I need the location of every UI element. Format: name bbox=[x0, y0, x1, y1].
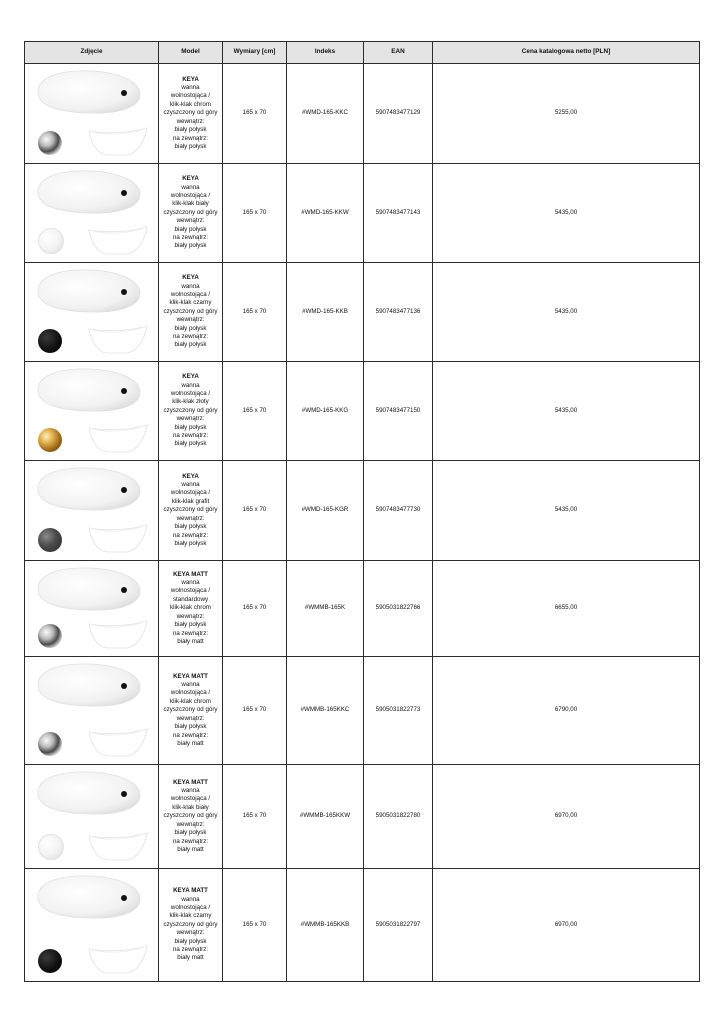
model-description-line: biały połysk bbox=[174, 126, 207, 134]
model-description-line: wewnątrz: bbox=[176, 117, 205, 125]
model-description-line: czyszczony od góry bbox=[163, 208, 218, 216]
model-name: KEYA bbox=[182, 274, 199, 282]
model-description-line: wanna bbox=[181, 481, 200, 489]
price-cell: 5435,00 bbox=[433, 164, 700, 263]
model-description-line: na zewnątrz: bbox=[172, 134, 209, 142]
product-photo bbox=[25, 657, 158, 764]
model-description-line: na zewnątrz: bbox=[172, 629, 209, 637]
drain-dot bbox=[121, 90, 127, 96]
model-description-line: wanna bbox=[181, 183, 200, 191]
product-table bbox=[24, 41, 700, 982]
table-row bbox=[25, 657, 700, 765]
dimensions-cell: 165 x 70 bbox=[223, 869, 287, 982]
finish-swatch-chrome bbox=[38, 624, 62, 648]
model-description-line: wewnątrz: bbox=[176, 612, 205, 620]
model-description-line: wanna bbox=[181, 787, 200, 795]
header-dimensions: Wymiary [cm] bbox=[223, 42, 287, 64]
product-photo bbox=[25, 561, 158, 656]
header-ean: EAN bbox=[364, 42, 433, 64]
bathtub-side-view-image bbox=[87, 620, 149, 650]
model-cell bbox=[159, 362, 223, 461]
model-cell bbox=[159, 657, 223, 765]
index-cell: #WMD-165-KGR bbox=[287, 461, 364, 561]
model-name: KEYA MATT bbox=[173, 887, 208, 895]
model-description-line: klik-klak chrom bbox=[170, 697, 211, 705]
model-cell bbox=[159, 765, 223, 869]
photo-cell bbox=[25, 263, 159, 362]
index-cell: #WMD-165-KKB bbox=[287, 263, 364, 362]
ean-cell: 5907483477730 bbox=[364, 461, 433, 561]
table-row bbox=[25, 461, 700, 561]
model-description-line: wolnostojąca / bbox=[170, 92, 211, 100]
table-row bbox=[25, 869, 700, 982]
product-photo bbox=[25, 362, 158, 460]
index-cell: #WMMB-165KKB bbox=[287, 869, 364, 982]
header-photo: Zdjęcie bbox=[25, 42, 159, 64]
bathtub-side-view-image bbox=[87, 832, 149, 862]
model-description-line: czyszczony od góry bbox=[163, 812, 218, 820]
bathtub-top-view-image bbox=[32, 465, 144, 513]
model-name: KEYA bbox=[182, 75, 199, 83]
price-cell: 5435,00 bbox=[433, 461, 700, 561]
photo-cell bbox=[25, 657, 159, 765]
table-header-row bbox=[25, 42, 700, 64]
finish-swatch-chrome bbox=[38, 732, 62, 756]
model-description-line: wewnątrz: bbox=[176, 820, 205, 828]
model-description-line: wewnątrz: bbox=[176, 316, 205, 324]
model-description-line: biały połysk bbox=[174, 142, 207, 150]
drain-dot bbox=[121, 289, 127, 295]
model-description-line: klik-klak grafit bbox=[171, 497, 210, 505]
model-name: KEYA MATT bbox=[173, 672, 208, 680]
model-description-line: czyszczony od góry bbox=[163, 920, 218, 928]
model-description-line: na zewnątrz: bbox=[172, 731, 209, 739]
model-description-line: wanna bbox=[181, 895, 200, 903]
finish-swatch-black bbox=[38, 949, 62, 973]
table-row bbox=[25, 64, 700, 164]
ean-cell: 5907483477129 bbox=[364, 64, 433, 164]
price-cell: 5435,00 bbox=[433, 362, 700, 461]
drain-dot bbox=[121, 791, 127, 797]
model-description-line: wanna bbox=[181, 579, 200, 587]
dimensions-cell: 165 x 70 bbox=[223, 362, 287, 461]
drain-dot bbox=[121, 487, 127, 493]
model-description-line: wanna bbox=[181, 282, 200, 290]
dimensions-cell: 165 x 70 bbox=[223, 765, 287, 869]
model-description-line: wolnostojąca / bbox=[170, 489, 211, 497]
finish-swatch-gold bbox=[38, 428, 62, 452]
drain-dot bbox=[121, 587, 127, 593]
photo-cell bbox=[25, 561, 159, 657]
model-description-line: wewnątrz: bbox=[176, 415, 205, 423]
dimensions-cell: 165 x 70 bbox=[223, 164, 287, 263]
model-description-line: czyszczony od góry bbox=[163, 307, 218, 315]
dimensions-cell: 165 x 70 bbox=[223, 64, 287, 164]
model-description-line: wewnątrz: bbox=[176, 929, 205, 937]
model-description-line: biały połysk bbox=[174, 523, 207, 531]
model-description-line: wewnątrz: bbox=[176, 217, 205, 225]
bathtub-side-view-image bbox=[87, 226, 149, 256]
drain-dot bbox=[121, 388, 127, 394]
model-description-line: na zewnątrz: bbox=[172, 837, 209, 845]
price-cell: 6655,00 bbox=[433, 561, 700, 657]
product-photo bbox=[25, 164, 158, 262]
model-description-line: na zewnątrz: bbox=[172, 531, 209, 539]
ean-cell: 5905031822766 bbox=[364, 561, 433, 657]
model-description-line: klik-klak chrom bbox=[170, 100, 211, 108]
bathtub-top-view-image bbox=[32, 68, 144, 116]
bathtub-side-view-image bbox=[87, 325, 149, 355]
bathtub-side-view-image bbox=[87, 424, 149, 454]
bathtub-top-view-image bbox=[32, 366, 144, 414]
finish-swatch-graphite bbox=[38, 528, 62, 552]
table-row bbox=[25, 263, 700, 362]
model-description-line: czyszczony od góry bbox=[163, 406, 218, 414]
drain-dot bbox=[121, 683, 127, 689]
index-cell: #WMD-165-KKC bbox=[287, 64, 364, 164]
model-description-line: biały połysk bbox=[174, 242, 207, 250]
model-description-line: biały matt bbox=[177, 954, 204, 962]
model-name: KEYA bbox=[182, 472, 199, 480]
dimensions-cell: 165 x 70 bbox=[223, 263, 287, 362]
model-description-line: wolnostojąca / bbox=[170, 290, 211, 298]
dimensions-cell: 165 x 70 bbox=[223, 461, 287, 561]
bathtub-top-view-image bbox=[32, 769, 144, 817]
model-description-line: klik-klak złoty bbox=[172, 398, 209, 406]
model-description-line: biały połysk bbox=[174, 324, 207, 332]
model-description-line: wolnostojąca / bbox=[170, 191, 211, 199]
index-cell: #WMD-165-KKW bbox=[287, 164, 364, 263]
table-row bbox=[25, 561, 700, 657]
bathtub-side-view-image bbox=[87, 127, 149, 157]
model-description-line: biały matt bbox=[177, 637, 204, 645]
model-description-line: wewnątrz: bbox=[176, 714, 205, 722]
model-description-line: wolnostojąca / bbox=[170, 903, 211, 911]
finish-swatch-chrome bbox=[38, 131, 62, 155]
bathtub-top-view-image bbox=[32, 565, 144, 613]
index-cell: #WMMB-165KKW bbox=[287, 765, 364, 869]
model-name: KEYA MATT bbox=[173, 570, 208, 578]
model-description-line: klik-klak czarny bbox=[169, 912, 212, 920]
model-description-line: klik-klak czarny bbox=[169, 299, 212, 307]
header-price: Cena katalogowa netto [PLN] bbox=[433, 42, 700, 64]
model-description-line: biały połysk bbox=[174, 225, 207, 233]
model-description-line: wanna bbox=[181, 84, 200, 92]
bathtub-top-view-image bbox=[32, 267, 144, 315]
price-cell: 6970,00 bbox=[433, 869, 700, 982]
model-cell bbox=[159, 869, 223, 982]
dimensions-cell: 165 x 70 bbox=[223, 561, 287, 657]
product-photo bbox=[25, 64, 158, 163]
model-description-line: czyszczony od góry bbox=[163, 706, 218, 714]
ean-cell: 5905031822773 bbox=[364, 657, 433, 765]
finish-swatch-white bbox=[38, 834, 64, 860]
header-index: Indeks bbox=[287, 42, 364, 64]
model-description-line: biały połysk bbox=[174, 423, 207, 431]
drain-dot bbox=[121, 895, 127, 901]
model-description-line: klik-klak biały bbox=[172, 803, 209, 811]
photo-cell bbox=[25, 64, 159, 164]
model-description-line: czyszczony od góry bbox=[163, 109, 218, 117]
product-photo bbox=[25, 869, 158, 981]
model-description-line: biały połysk bbox=[174, 829, 207, 837]
price-cell: 5255,00 bbox=[433, 64, 700, 164]
model-description-line: na zewnątrz: bbox=[172, 946, 209, 954]
model-description-line: biały połysk bbox=[174, 440, 207, 448]
table-row bbox=[25, 765, 700, 869]
photo-cell bbox=[25, 461, 159, 561]
model-description-line: czyszczony od góry bbox=[163, 506, 218, 514]
model-description-line: wolnostojąca / bbox=[170, 587, 211, 595]
model-description-line: na zewnątrz: bbox=[172, 333, 209, 341]
product-table-sheet bbox=[24, 41, 699, 982]
product-photo bbox=[25, 765, 158, 868]
bathtub-top-view-image bbox=[32, 873, 144, 921]
bathtub-top-view-image bbox=[32, 661, 144, 709]
photo-cell bbox=[25, 362, 159, 461]
photo-cell bbox=[25, 869, 159, 982]
header-model: Model bbox=[159, 42, 223, 64]
model-description-line: standardowy bbox=[172, 595, 209, 603]
bathtub-side-view-image bbox=[87, 728, 149, 758]
photo-cell bbox=[25, 164, 159, 263]
ean-cell: 5905031822780 bbox=[364, 765, 433, 869]
price-cell: 5435,00 bbox=[433, 263, 700, 362]
table-row bbox=[25, 362, 700, 461]
model-description-line: biały matt bbox=[177, 739, 204, 747]
model-description-line: biały połysk bbox=[174, 937, 207, 945]
model-description-line: wolnostojąca / bbox=[170, 795, 211, 803]
product-photo bbox=[25, 461, 158, 560]
product-photo bbox=[25, 263, 158, 361]
bathtub-side-view-image bbox=[87, 945, 149, 975]
index-cell: #WMD-165-KKG bbox=[287, 362, 364, 461]
model-description-line: biały połysk bbox=[174, 539, 207, 547]
price-cell: 6970,00 bbox=[433, 765, 700, 869]
model-description-line: wanna bbox=[181, 681, 200, 689]
index-cell: #WMMB-165KKC bbox=[287, 657, 364, 765]
model-name: KEYA bbox=[182, 373, 199, 381]
model-description-line: na zewnątrz: bbox=[172, 234, 209, 242]
model-cell bbox=[159, 263, 223, 362]
ean-cell: 5905031822797 bbox=[364, 869, 433, 982]
model-description-line: biały matt bbox=[177, 845, 204, 853]
model-description-line: wewnątrz: bbox=[176, 514, 205, 522]
model-cell bbox=[159, 64, 223, 164]
dimensions-cell: 165 x 70 bbox=[223, 657, 287, 765]
model-name: KEYA bbox=[182, 175, 199, 183]
model-description-line: klik-klak biały bbox=[172, 200, 209, 208]
bathtub-top-view-image bbox=[32, 168, 144, 216]
model-description-line: biały połysk bbox=[174, 621, 207, 629]
ean-cell: 5907483477136 bbox=[364, 263, 433, 362]
index-cell: #WMMB-165K bbox=[287, 561, 364, 657]
ean-cell: 5907483477143 bbox=[364, 164, 433, 263]
model-cell bbox=[159, 164, 223, 263]
photo-cell bbox=[25, 765, 159, 869]
price-cell: 6790,00 bbox=[433, 657, 700, 765]
ean-cell: 5907483477150 bbox=[364, 362, 433, 461]
model-description-line: biały połysk bbox=[174, 341, 207, 349]
model-description-line: klik-klak chrom bbox=[170, 604, 211, 612]
drain-dot bbox=[121, 190, 127, 196]
model-description-line: wanna bbox=[181, 381, 200, 389]
model-description-line: biały połysk bbox=[174, 723, 207, 731]
model-cell bbox=[159, 461, 223, 561]
finish-swatch-white bbox=[38, 228, 64, 254]
model-name: KEYA MATT bbox=[173, 778, 208, 786]
finish-swatch-black bbox=[38, 329, 62, 353]
model-cell bbox=[159, 561, 223, 657]
model-description-line: na zewnątrz: bbox=[172, 432, 209, 440]
table-row bbox=[25, 164, 700, 263]
model-description-line: wolnostojąca / bbox=[170, 389, 211, 397]
model-description-line: wolnostojąca / bbox=[170, 689, 211, 697]
bathtub-side-view-image bbox=[87, 524, 149, 554]
